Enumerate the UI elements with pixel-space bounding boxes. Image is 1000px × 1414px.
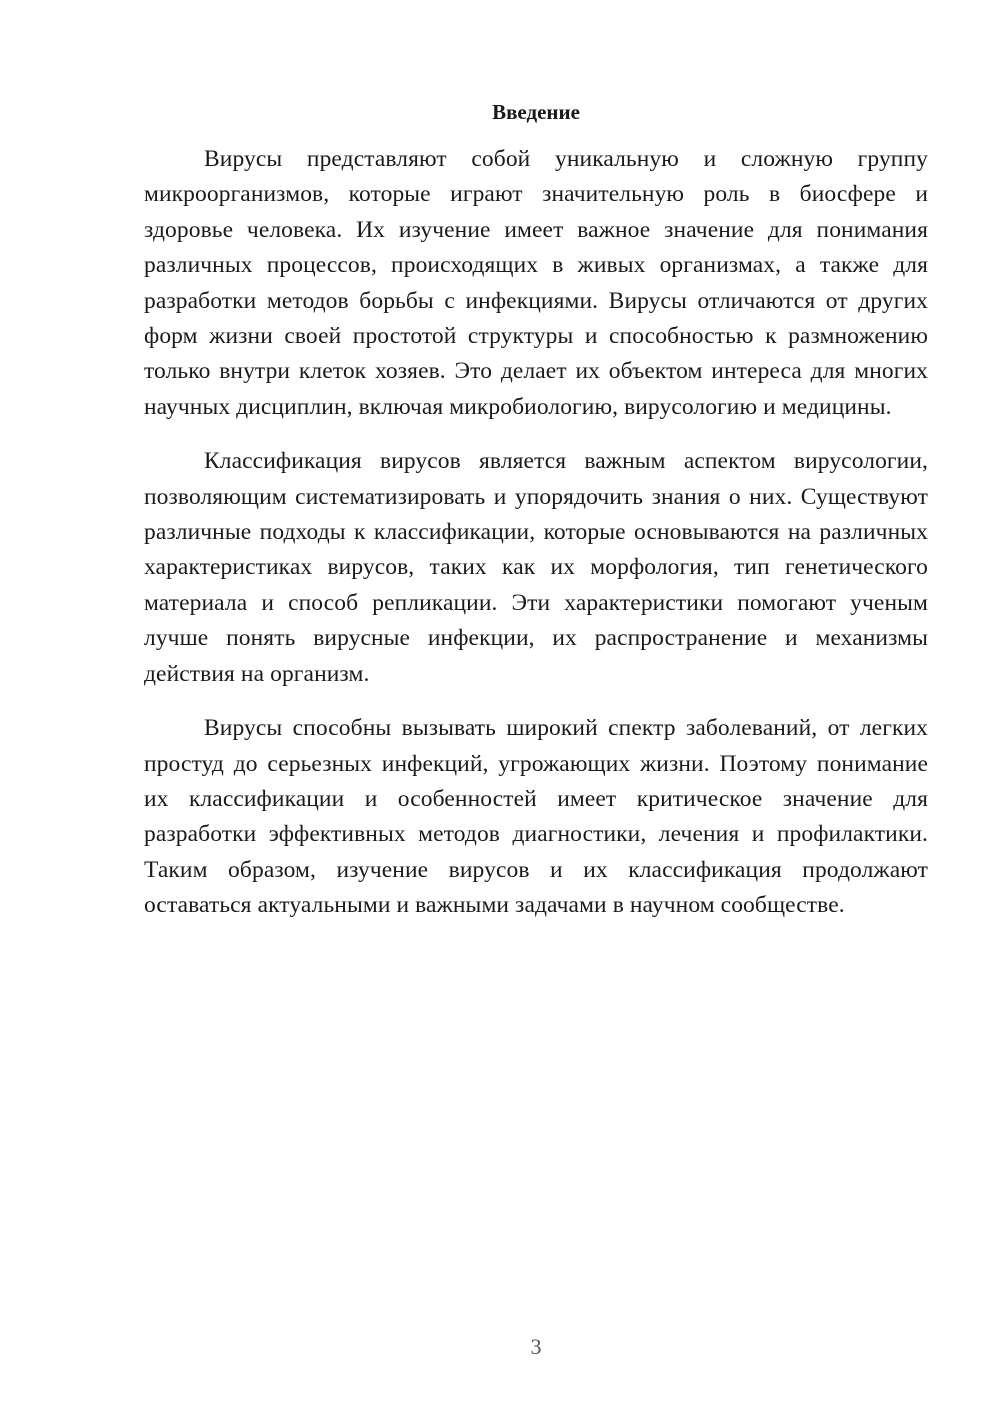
body-text [144,142,928,943]
page-title: Введение [492,100,580,124]
paragraph-2: Классификация вирусов является важным аспектом вирусологии, позволяющим систематизировать и упорядочить знания о них. Существуют различные подходы к классификации, которые основываются на различных характеристиках вирусов, таких как их морфология, тип генетического материала и способ репликации. Эти характеристики помогают ученым лучше понять вирусные инфекции, их распространение и механизмы действия на организм. [144,448,928,687]
page-number: 3 [530,1334,542,1359]
paragraph-1: Вирусы представляют собой уникальную и сложную группу микроорганизмов, которые играют значительную роль в биосфере и здоровье человека. Их изучение имеет важное значение для понимания различных процессов, происходящих в живых организмах, а также для разработки методов борьбы с инфекциями. Вирусы отличаются от других форм жизни своей простотой структуры и способностью к размножению только внутри клеток хозяев. Это делает их объектом интереса для многих научных дисциплин, включая микробиологию, вирусологию и медицины. [144,146,928,420]
paragraph-3: Вирусы способны вызывать широкий спектр заболеваний, от легких простуд до серьезных инфекций, угрожающих жизни. Поэтому понимание их классификации и особенностей имеет критическое значение для разработки эффективных методов диагностики, лечения и профилактики. Таким образом, изучение вирусов и их классификация продолжают оставаться актуальными и важными задачами в научном сообществе. [144,715,928,919]
